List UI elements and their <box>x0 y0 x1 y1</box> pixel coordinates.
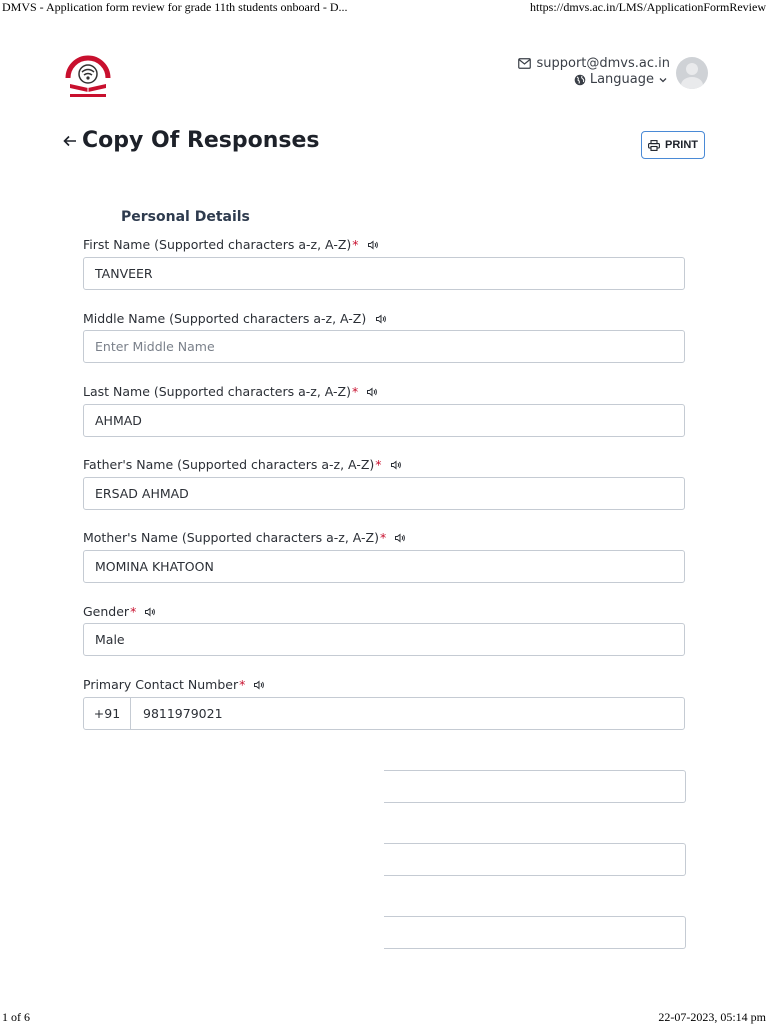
middle-name-input[interactable]: Enter Middle Name <box>83 330 685 363</box>
field-label-primary-contact <box>83 677 265 692</box>
support-email: support@dmvs.ac.in <box>536 56 670 71</box>
label-text: First Name (Supported characters a-z, A-Z) <box>83 237 352 252</box>
header-user-area <box>508 54 708 90</box>
language-selector[interactable] <box>574 72 668 87</box>
required-mark: * <box>380 530 387 545</box>
user-icon <box>676 57 708 89</box>
language-label: Language <box>589 72 654 87</box>
label-text: Primary Contact Number <box>83 677 239 692</box>
partial-input-3[interactable] <box>384 916 686 949</box>
required-mark: * <box>352 384 359 399</box>
gender-input[interactable]: Male <box>83 623 685 656</box>
avatar[interactable] <box>676 57 708 89</box>
printer-icon <box>648 140 660 151</box>
first-name-input[interactable]: TANVEER <box>83 257 685 290</box>
label-text: Father's Name (Supported characters a-z, A-Z) <box>83 457 375 472</box>
field-label-middle-name <box>83 311 387 326</box>
speaker-icon[interactable] <box>366 386 378 398</box>
field-label-last-name <box>83 384 378 399</box>
pdf-header-title: DMVS - Application form review for grade 11th students onboard - D... <box>2 0 348 14</box>
chevron-down-icon <box>658 75 668 85</box>
title-row <box>62 128 320 153</box>
required-mark: * <box>352 237 359 252</box>
mothers-name-input[interactable]: MOMINA KHATOON <box>83 550 685 583</box>
speaker-icon[interactable] <box>253 679 265 691</box>
speaker-icon[interactable] <box>394 532 406 544</box>
label-text: Gender <box>83 604 130 619</box>
phone-number[interactable]: 9811979021 <box>143 706 223 721</box>
primary-contact-input[interactable] <box>83 697 685 730</box>
field-label-fathers-name <box>83 457 402 472</box>
pdf-print-datetime: 22-07-2023, 05:14 pm <box>658 1010 766 1024</box>
field-label-gender <box>83 604 156 619</box>
label-text: Last Name (Supported characters a-z, A-Z) <box>83 384 351 399</box>
required-mark: * <box>130 604 137 619</box>
last-name-input[interactable]: AHMAD <box>83 404 685 437</box>
globe-icon <box>574 74 586 86</box>
speaker-icon[interactable] <box>144 606 156 618</box>
partial-input-2[interactable] <box>384 843 686 876</box>
back-arrow-icon[interactable] <box>62 133 78 149</box>
country-code: +91 <box>84 698 131 729</box>
required-mark: * <box>239 677 246 692</box>
speaker-icon[interactable] <box>375 313 387 325</box>
section-title: Personal Details <box>121 209 250 225</box>
print-label: PRINT <box>665 139 698 151</box>
field-label-first-name <box>83 237 379 252</box>
pdf-page-count: 1 of 6 <box>2 1010 30 1024</box>
label-text: Middle Name (Supported characters a-z, A-Z) <box>83 311 367 326</box>
partial-input-1[interactable] <box>384 770 686 803</box>
pdf-print-header <box>0 0 768 16</box>
mail-icon <box>518 58 531 69</box>
speaker-icon[interactable] <box>390 459 402 471</box>
field-label-mothers-name <box>83 530 406 545</box>
required-mark: * <box>375 457 382 472</box>
pdf-header-url: https://dmvs.ac.in/LMS/ApplicationFormReview <box>530 0 766 14</box>
page-title: Copy Of Responses <box>82 128 320 153</box>
support-link[interactable] <box>518 56 670 71</box>
school-logo <box>60 48 116 100</box>
label-text: Mother's Name (Supported characters a-z, A-Z) <box>83 530 379 545</box>
fathers-name-input[interactable]: ERSAD AHMAD <box>83 477 685 510</box>
speaker-icon[interactable] <box>367 239 379 251</box>
print-button[interactable] <box>641 131 705 159</box>
